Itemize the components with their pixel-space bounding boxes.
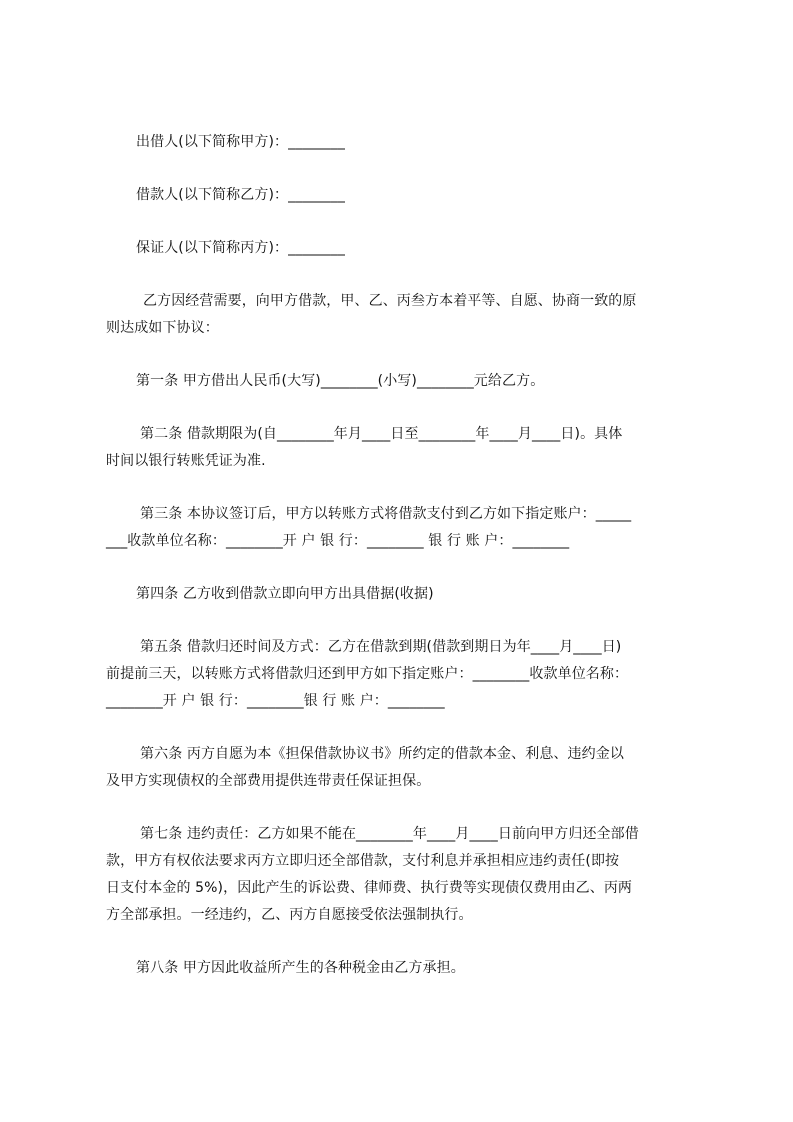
article-7-line: 款，甲方有权依法要求丙方立即归还全部借款，支付利息并承担相应违约责任(即按 [106,853,620,869]
article-7-line: 第七条 违约责任：乙方如果不能在________年____月____日前向甲方归还全部借 [140,826,639,842]
article-8: 第八条 甲方因此收益所产生的各种税金由乙方承担。 [136,960,465,976]
party-borrower: 借款人(以下简称乙方)：________ [136,187,345,203]
article-5-line: 前提前三天，以转账方式将借款归还到甲方如下指定账户：________收款单位名称： [106,666,629,682]
party-guarantor: 保证人(以下简称丙方)：________ [136,240,345,256]
article-3-line: 第三条 本协议签订后，甲方以转账方式将借款支付到乙方如下指定账户：_____ [140,506,632,522]
article-5-line: ________开 户 银 行：________银 行 账 户：________ [106,693,445,709]
intro-line: 乙方因经营需要，向甲方借款，甲、乙、丙叁方本着平等、自愿、协商一致的原 [143,293,637,309]
article-1: 第一条 甲方借出人民币(大写)________(小写)________元给乙方。 [136,373,545,389]
article-6-line: 第六条 丙方自愿为本《担保借款协议书》所约定的借款本金、利息、违约金以 [140,746,624,762]
intro-line: 则达成如下协议： [106,320,219,336]
article-5-line: 第五条 借款归还时间及方式：乙方在借款到期(借款到期日为年____月____日) [140,639,622,655]
article-2-line: 第二条 借款期限为(自________年月____日至________年____月____日)。具体 [140,426,623,442]
party-lender: 出借人(以下简称甲方)：________ [136,134,345,150]
article-7-line: 方全部承担。一经违约，乙、丙方自愿接受依法强制执行。 [106,907,473,923]
article-2-line: 时间以银行转账凭证为准. [106,453,266,469]
article-3-line: ___收款单位名称：________开 户 银 行：________ 银 行 账 户：________ [106,533,570,549]
article-4: 第四条 乙方收到借款立即向甲方出具借据(收据) [136,586,434,602]
article-7-line: 日支付本金的 5%)，因此产生的诉讼费、律师费、执行费等实现债仅费用由乙、丙两 [106,880,633,896]
article-6-line: 及甲方实现债权的全部费用提供连带责任保证担保。 [106,773,431,789]
